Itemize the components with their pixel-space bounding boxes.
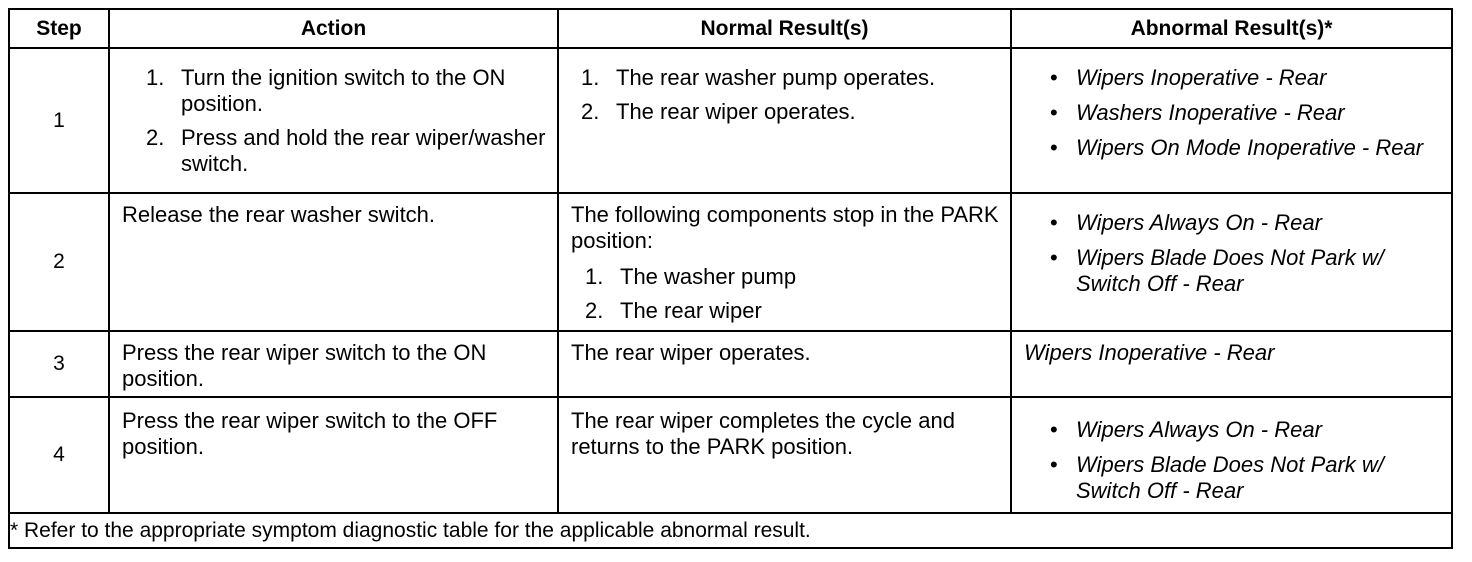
item-number: 2.	[146, 125, 165, 150]
bullet-icon: •	[1050, 245, 1058, 270]
list-item	[581, 65, 1002, 91]
symptom-link: • Wipers Inoperative - Rear	[1050, 65, 1327, 90]
abnormal-result-list	[1024, 210, 1443, 297]
header-abnormal-results: Abnormal Result(s)*	[1011, 9, 1452, 48]
header-normal-results: Normal Result(s)	[558, 9, 1011, 48]
item-number: 2.	[585, 298, 604, 323]
step-number: 1	[9, 48, 109, 193]
table-row	[9, 48, 1452, 193]
normal-result-list	[581, 65, 1002, 125]
bullet-icon: •	[1050, 100, 1058, 125]
item-text: The rear washer pump operates.	[616, 65, 936, 90]
action-cell	[109, 193, 558, 331]
item-number: 1.	[585, 264, 604, 289]
abnormal-result-cell	[1011, 193, 1452, 331]
symptom-link: • Wipers On Mode Inoperative - Rear	[1050, 135, 1424, 160]
item-text: The washer pump	[620, 264, 797, 289]
symptom-link: • Washers Inoperative - Rear	[1050, 100, 1345, 125]
step-number: 4	[9, 397, 109, 513]
bullet-icon: •	[1050, 452, 1058, 477]
list-item	[585, 264, 1002, 290]
list-item	[146, 65, 549, 117]
bullet-icon: •	[1050, 135, 1058, 160]
symptom-link: • Wipers Blade Does Not Park w/ Switch Off - Rear	[1050, 245, 1384, 296]
list-item	[146, 125, 549, 177]
abnormal-result-cell	[1011, 48, 1452, 193]
item-text: Press and hold the rear wiper/washer switch.	[181, 125, 546, 176]
symptom-link: • Wipers Always On - Rear	[1050, 417, 1322, 442]
item-text: The rear wiper	[620, 298, 762, 323]
action-list	[146, 65, 549, 177]
bullet-icon: •	[1050, 210, 1058, 235]
action-text: Press the rear wiper switch to the OFF position.	[122, 408, 498, 459]
item-number: 1.	[581, 65, 600, 90]
step-number: 2	[9, 193, 109, 331]
action-cell	[109, 331, 558, 397]
action-cell	[109, 397, 558, 513]
abnormal-result-cell	[1011, 331, 1452, 397]
table-row	[9, 193, 1452, 331]
header-step: Step	[9, 9, 109, 48]
normal-result-cell	[558, 193, 1011, 331]
symptom-link: • Wipers Always On - Rear	[1050, 210, 1322, 235]
footnote-row	[9, 513, 1452, 548]
item-number: 1.	[146, 65, 165, 90]
normal-result-cell	[558, 397, 1011, 513]
step-number: 3	[9, 331, 109, 397]
footnote: * Refer to the appropriate symptom diagnostic table for the applicable abnormal result.	[9, 513, 1452, 548]
bullet-icon: •	[1050, 417, 1058, 442]
bullet-icon: •	[1050, 65, 1058, 90]
abnormal-result-list	[1024, 65, 1443, 161]
abnormal-result-cell	[1011, 397, 1452, 513]
normal-result-text: The rear wiper completes the cycle and returns to the PARK position.	[571, 408, 955, 459]
item-number: 2.	[581, 99, 600, 124]
symptom-link: • Wipers Blade Does Not Park w/ Switch Off - Rear	[1050, 452, 1384, 503]
normal-result-intro: The following components stop in the PARK position:	[571, 202, 999, 253]
item-text: The rear wiper operates.	[616, 99, 856, 124]
action-text: Press the rear wiper switch to the ON position.	[122, 340, 487, 391]
action-text: Release the rear washer switch.	[122, 202, 436, 227]
action-cell	[109, 48, 558, 193]
list-item	[585, 298, 1002, 324]
symptom-link: Wipers Inoperative - Rear	[1024, 340, 1275, 365]
header-row	[9, 9, 1452, 48]
normal-result-text: The rear wiper operates.	[571, 340, 811, 365]
normal-result-list	[571, 264, 1002, 324]
abnormal-result-list	[1024, 417, 1443, 504]
normal-result-cell	[558, 48, 1011, 193]
table-row	[9, 397, 1452, 513]
normal-result-cell	[558, 331, 1011, 397]
table-row	[9, 331, 1452, 397]
item-text: Turn the ignition switch to the ON position.	[181, 65, 506, 116]
diagnostic-table	[8, 8, 1453, 549]
header-action: Action	[109, 9, 558, 48]
list-item	[581, 99, 1002, 125]
